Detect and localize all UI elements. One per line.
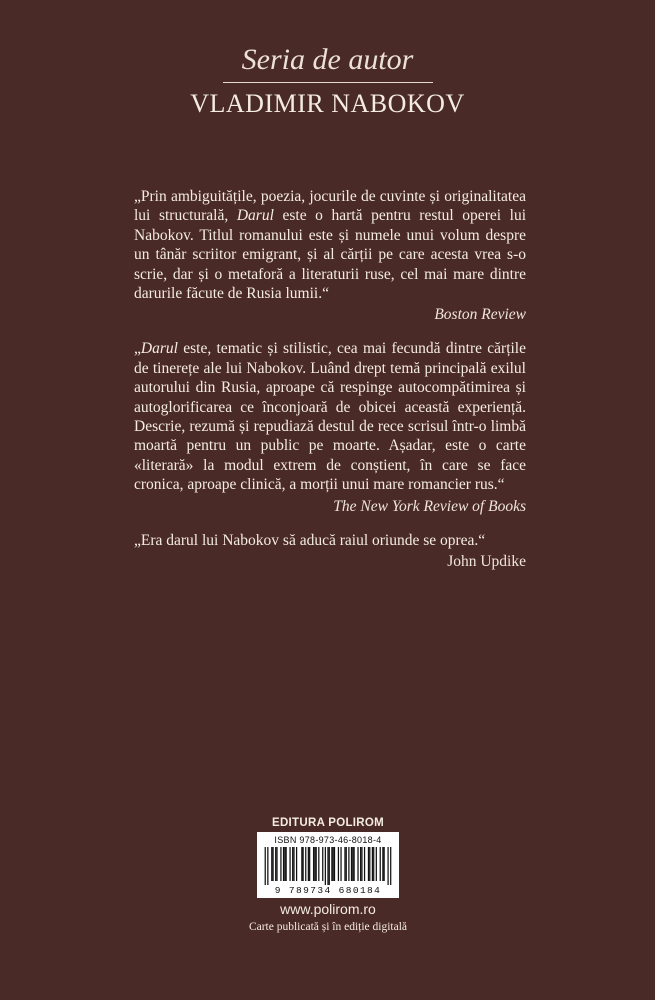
series-header: [0, 42, 655, 119]
quote-text-1: „Prin ambiguitățile, poezia, jocurile de cuvinte și originalitatea lui structurală, Darul este o hartă pentru restul operei lui Nabokov. Titlul romanului este și numele unui volum despre un tânăr scriitor emigrant, și al cărții pe care acesta vrea s-o scrie, dar și o metaforă a literaturii ruse, cel mai mare dintre darurile făcute de Rusia lumii.“: [134, 188, 526, 303]
publisher-block: [248, 817, 408, 933]
barcode-panel: [257, 832, 399, 898]
digital-edition-note: Carte publicată și în ediție digitală: [248, 921, 408, 933]
isbn-label: ISBN 978-973-46-8018-4: [274, 835, 382, 845]
quotes-section: [134, 187, 526, 586]
header-divider: [223, 82, 433, 83]
quote-block-1: [134, 187, 526, 325]
quote-text-2: „Darul este, tematic și stilistic, cea mai fecundă dintre cărțile de tinerețe ale lui Nabokov. Luând drept temă principală exilul autorului din Rusia, aproape că respinge autocompătimirea și autoglorificarea ce înconjoară de obicei această experiență. Descrie, rezumă și repudiază destul de rece scrisul într-o limbă moartă pentru un public pe moarte. Așadar, este o carte «literară» la modul extrem de conștient, în care se face cronica, aproape clinică, a morții unui mare romancier rus.“: [134, 340, 526, 494]
barcode-digits: 9 789734 680184: [274, 885, 382, 896]
website-link[interactable]: www.polirom.ro: [280, 901, 376, 917]
author-name: VLADIMIR NABOKOV: [190, 89, 465, 118]
quote-block-3: [134, 531, 526, 572]
quote-source-1: Boston Review: [434, 306, 526, 324]
quote-text-3: „Era darul lui Nabokov să aducă raiul oriunde se oprea.“: [134, 531, 486, 549]
quote-block-2: [134, 339, 526, 516]
publisher-name: EDITURA POLIROM: [271, 817, 385, 829]
series-title: Seria de autor: [241, 43, 414, 76]
barcode-icon: [262, 847, 394, 885]
quote-source-2: The New York Review of Books: [333, 497, 526, 515]
quote-source-3: John Updike: [447, 553, 526, 571]
